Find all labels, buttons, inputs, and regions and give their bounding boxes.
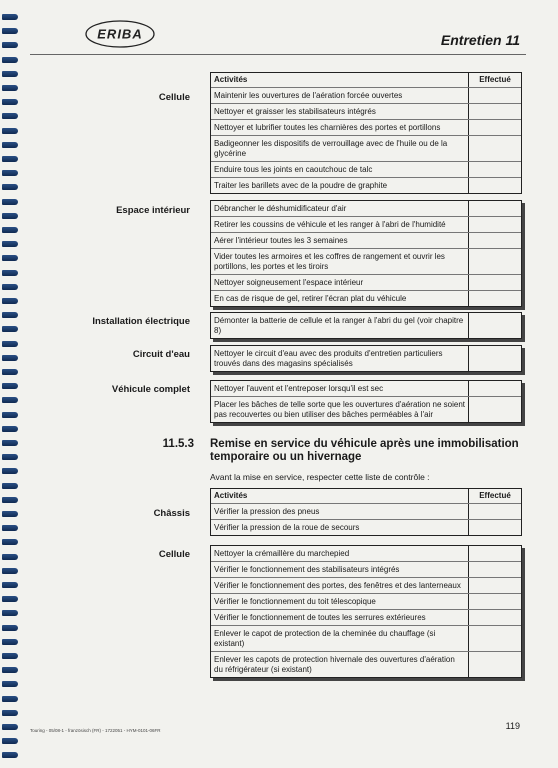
done-checkbox[interactable] — [469, 562, 521, 577]
done-checkbox[interactable] — [469, 652, 521, 677]
table-row — [211, 346, 521, 371]
table-row — [211, 504, 521, 520]
done-checkbox[interactable] — [469, 233, 521, 248]
activity-cell: Nettoyer et lubrifier toutes les charnières des portes et portillons — [211, 120, 469, 135]
binding-ring — [2, 468, 18, 474]
activity-cell: Nettoyer le circuit d'eau avec des produits d'entretien particuliers trouvés dans des magasins spécialisés — [211, 346, 469, 371]
binding-ring — [2, 412, 18, 418]
done-checkbox[interactable] — [469, 162, 521, 177]
done-checkbox[interactable] — [469, 313, 521, 338]
done-checkbox[interactable] — [469, 610, 521, 625]
binding-ring — [2, 696, 18, 702]
done-checkbox[interactable] — [469, 136, 521, 161]
binding-ring — [2, 369, 18, 375]
binding-ring — [2, 128, 18, 134]
activity-cell: Nettoyer l'auvent et l'entreposer lorsqu'il est sec — [211, 381, 469, 396]
done-checkbox[interactable] — [469, 578, 521, 593]
binding-ring — [2, 681, 18, 687]
binding-ring — [2, 639, 18, 645]
table-installation-electrique — [210, 312, 522, 339]
binding-ring — [2, 184, 18, 190]
binding-ring — [2, 426, 18, 432]
subsection-intro: Avant la mise en service, respecter cette liste de contrôle : — [210, 472, 430, 482]
done-checkbox[interactable] — [469, 594, 521, 609]
activity-cell: Vérifier le fonctionnement du toit télescopique — [211, 594, 469, 609]
binding-ring — [2, 568, 18, 574]
done-checkbox[interactable] — [469, 381, 521, 396]
binding-ring — [2, 483, 18, 489]
activity-cell: Démonter la batterie de cellule et la ranger à l'abri du gel (voir chapitre 8) — [211, 313, 469, 338]
table-header-row — [211, 489, 521, 504]
binding-ring — [2, 57, 18, 63]
done-checkbox[interactable] — [469, 346, 521, 371]
done-checkbox[interactable] — [469, 520, 521, 535]
binding-ring — [2, 85, 18, 91]
binding-ring — [2, 28, 18, 34]
table-row — [211, 562, 521, 578]
activity-cell: Nettoyer la crémaillère du marchepied — [211, 546, 469, 561]
binding-ring — [2, 142, 18, 148]
table-row — [211, 520, 521, 535]
table-row — [211, 88, 521, 104]
spiral-binding — [0, 0, 22, 768]
section-label-circuit-eau: Circuit d'eau — [132, 349, 190, 360]
table-row — [211, 104, 521, 120]
done-checkbox[interactable] — [469, 249, 521, 274]
chapter-title: Entretien 11 — [440, 32, 520, 48]
binding-ring — [2, 610, 18, 616]
binding-ring — [2, 582, 18, 588]
table-circuit-eau — [210, 345, 522, 372]
table-row — [211, 594, 521, 610]
activity-cell: Vérifier le fonctionnement des portes, des fenêtres et des lanterneaux — [211, 578, 469, 593]
activity-cell: Retirer les coussins de véhicule et les ranger à l'abri de l'humidité — [211, 217, 469, 232]
column-header-activites: Activités — [211, 489, 469, 503]
activity-cell: Traiter les barillets avec de la poudre de graphite — [211, 178, 469, 193]
section-label-espace-interieur: Espace intérieur — [116, 205, 190, 216]
binding-ring — [2, 170, 18, 176]
subsection-number: 11.5.3 — [162, 438, 194, 450]
activity-cell: Vider toutes les armoires et les coffres de rangement et ouvrir les portillons, les portes et les tiroirs — [211, 249, 469, 274]
binding-ring — [2, 284, 18, 290]
table-row — [211, 136, 521, 162]
binding-ring — [2, 99, 18, 105]
activity-cell: Vérifier le fonctionnement des stabilisateurs intégrés — [211, 562, 469, 577]
binding-ring — [2, 341, 18, 347]
table-row — [211, 120, 521, 136]
binding-ring — [2, 625, 18, 631]
table-row — [211, 217, 521, 233]
binding-ring — [2, 397, 18, 403]
done-checkbox[interactable] — [469, 504, 521, 519]
done-checkbox[interactable] — [469, 397, 521, 422]
table-row — [211, 291, 521, 306]
binding-ring — [2, 312, 18, 318]
table-row — [211, 162, 521, 178]
header-rule — [30, 54, 526, 55]
table-cellule — [210, 72, 522, 194]
activity-cell: Enlever les capots de protection hivernale des ouvertures d'aération du réfrigérateur (si existant) — [211, 652, 469, 677]
binding-ring — [2, 653, 18, 659]
section-label-installation-electrique: Installation électrique — [92, 316, 190, 327]
binding-ring — [2, 227, 18, 233]
done-checkbox[interactable] — [469, 178, 521, 193]
svg-text:ERIBA: ERIBA — [97, 26, 143, 42]
activity-cell: Enlever le capot de protection de la cheminée du chauffage (si existant) — [211, 626, 469, 651]
subsection-title: Remise en service du véhicule après une immobilisation temporaire ou un hivernage — [210, 438, 519, 463]
binding-ring — [2, 71, 18, 77]
table-row — [211, 275, 521, 291]
table-chassis — [210, 488, 522, 536]
section-label-cellule-2: Cellule — [158, 549, 190, 560]
activity-cell: Aérer l'intérieur toutes les 3 semaines — [211, 233, 469, 248]
binding-ring — [2, 383, 18, 389]
binding-ring — [2, 241, 18, 247]
done-checkbox[interactable] — [469, 88, 521, 103]
activity-cell: En cas de risque de gel, retirer l'écran plat du véhicule — [211, 291, 469, 306]
binding-ring — [2, 199, 18, 205]
section-label-cellule: Cellule — [158, 92, 190, 103]
section-label-chassis: Châssis — [153, 508, 190, 519]
page-number: 119 — [505, 721, 520, 731]
done-checkbox[interactable] — [469, 201, 521, 216]
table-row — [211, 546, 521, 562]
activity-cell: Placer les bâches de telle sorte que les ouvertures d'aération ne soient pas recouvertes ou bien utiliser des bâches perméables à l'air — [211, 397, 469, 422]
activity-cell: Nettoyer soigneusement l'espace intérieur — [211, 275, 469, 290]
binding-ring — [2, 440, 18, 446]
activity-cell: Badigeonner les dispositifs de verrouillage avec de l'huile ou de la glycérine — [211, 136, 469, 161]
binding-ring — [2, 710, 18, 716]
binding-ring — [2, 270, 18, 276]
binding-ring — [2, 511, 18, 517]
table-row — [211, 249, 521, 275]
done-checkbox[interactable] — [469, 217, 521, 232]
done-checkbox[interactable] — [469, 546, 521, 561]
table-header-row — [211, 73, 521, 88]
table-row — [211, 397, 521, 422]
activity-cell: Vérifier la pression de la roue de secours — [211, 520, 469, 535]
binding-ring — [2, 667, 18, 673]
binding-ring — [2, 355, 18, 361]
activity-cell: Nettoyer et graisser les stabilisateurs intégrés — [211, 104, 469, 119]
column-header-effectue: Effectué — [479, 75, 511, 84]
binding-ring — [2, 525, 18, 531]
binding-ring — [2, 14, 18, 20]
table-row — [211, 610, 521, 626]
binding-ring — [2, 298, 18, 304]
table-row — [211, 652, 521, 677]
binding-ring — [2, 497, 18, 503]
binding-ring — [2, 454, 18, 460]
done-checkbox[interactable] — [469, 291, 521, 306]
activity-cell: Vérifier le fonctionnement de toutes les serrures extérieures — [211, 610, 469, 625]
binding-ring — [2, 724, 18, 730]
table-cellule-remise — [210, 545, 522, 678]
binding-ring — [2, 326, 18, 332]
activity-cell: Débrancher le déshumidificateur d'air — [211, 201, 469, 216]
column-header-effectue: Effectué — [479, 491, 511, 500]
activity-cell: Maintenir les ouvertures de l'aération forcée ouvertes — [211, 88, 469, 103]
section-label-vehicule-complet: Véhicule complet — [111, 384, 190, 395]
binding-ring — [2, 738, 18, 744]
activity-cell: Enduire tous les joints en caoutchouc de talc — [211, 162, 469, 177]
table-row — [211, 313, 521, 338]
column-header-activites: Activités — [211, 73, 469, 87]
binding-ring — [2, 554, 18, 560]
table-row — [211, 233, 521, 249]
table-vehicule-complet — [210, 380, 522, 423]
done-checkbox[interactable] — [469, 275, 521, 290]
eriba-logo — [84, 18, 156, 50]
binding-ring — [2, 539, 18, 545]
binding-ring — [2, 113, 18, 119]
binding-ring — [2, 213, 18, 219]
table-row — [211, 578, 521, 594]
table-row — [211, 626, 521, 652]
binding-ring — [2, 255, 18, 261]
binding-ring — [2, 752, 18, 758]
table-espace-interieur — [210, 200, 522, 307]
done-checkbox[interactable] — [469, 120, 521, 135]
done-checkbox[interactable] — [469, 104, 521, 119]
table-row — [211, 381, 521, 397]
table-row — [211, 201, 521, 217]
table-row — [211, 178, 521, 193]
footer-document-code: Touring - 05/08-1 - französisch (FR) - 1722051 - HYM-0101-06FR — [30, 728, 161, 733]
done-checkbox[interactable] — [469, 626, 521, 651]
activity-cell: Vérifier la pression des pneus — [211, 504, 469, 519]
binding-ring — [2, 42, 18, 48]
binding-ring — [2, 156, 18, 162]
binding-ring — [2, 596, 18, 602]
